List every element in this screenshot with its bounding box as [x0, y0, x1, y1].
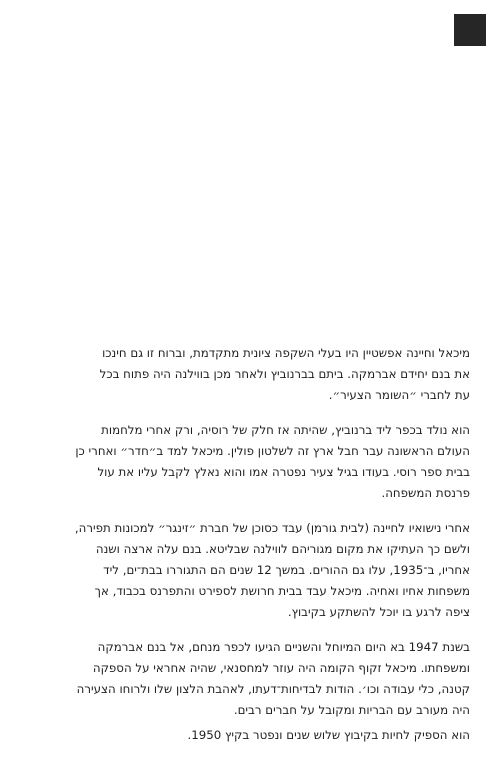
- text-line: משפחות אחיו ואחיה. מיכאל עבד בבית חרושת לספירט והתפרנס בכבוד, אך: [94, 584, 470, 598]
- text-line: עת לחברי ״השומר הצעיר״.: [328, 388, 470, 402]
- text-line: אחרי נישואיו לחיינה (לבית גורמן) עבד כסוכן של חברת ״זינגר״ למכונות תפירה,: [74, 521, 470, 535]
- text-line: הוא הספיק לחיות בקיבוץ שלוש שנים ונפטר בקיץ 1950.: [187, 728, 470, 742]
- text-line: בבית ספר רוסי. בעודו בגיל צעיר נפטרה אמו והוא נאלץ לקבל עליו את עול: [97, 465, 470, 479]
- text-line: מיכאל וחיינה אפשטיין היו בעלי השקפה ציונית מתקדמת, וברוח זו גם חינכו: [102, 346, 470, 360]
- text-line: פרנסת המשפחה.: [381, 486, 470, 500]
- text-line: ציפה לרגע בו יוכל להשתקע בקיבוץ.: [287, 605, 470, 619]
- text-line: ולשם כך העתיקו את מקום מגוריהם לווילנה שבליטא. בנם עלה ארצה ושנה: [95, 542, 470, 556]
- paragraph-marriage: [34, 518, 470, 623]
- page-corner-marker: [454, 14, 486, 46]
- text-line: בשנת 1947 בא היום המיוחל והשניים הגיעו לכפר מנחם, אל בנם אברמקה: [97, 640, 470, 654]
- paragraph-kibbutz: [34, 637, 470, 721]
- text-line: ומשפחתו. מיכאל זקוף הקומה היה עוזר למחסנאי, שהיה אחראי על הספקה: [92, 661, 470, 675]
- text-line: קטנה, כלי עבודה וכו׳. הודות לבדיחות־דעתו, לאהבת הלצון שלו ולרוחו הצעירה: [76, 682, 470, 696]
- document-body: [34, 343, 470, 760]
- text-line: היה מעורב עם הבריות ומקובל על חברים רבים.: [233, 703, 470, 717]
- paragraph-birth: [34, 420, 470, 504]
- text-line: הוא נולד בכפר ליד ברנוביץ, שהיתה אז חלק של רוסיה, ורק אחרי מלחמות: [101, 423, 470, 437]
- paragraph-death: [34, 725, 470, 746]
- text-line: העולם הראשונה עבר חבל ארץ זה לשלטון פולין. מיכאל למד ב״חדר״ ואחרי כן: [75, 444, 470, 458]
- text-line: את בנם יחידם אברמקה. ביתם בברנוביץ ולאחר מכן בווילנה היה פתוח בכל: [99, 367, 470, 381]
- text-line: אחריו, ב־1935, עלו גם ההורים. במשך 12 שנים הם התגוררו בבת־ים, ליד: [103, 563, 470, 577]
- paragraph-parents: [34, 343, 470, 406]
